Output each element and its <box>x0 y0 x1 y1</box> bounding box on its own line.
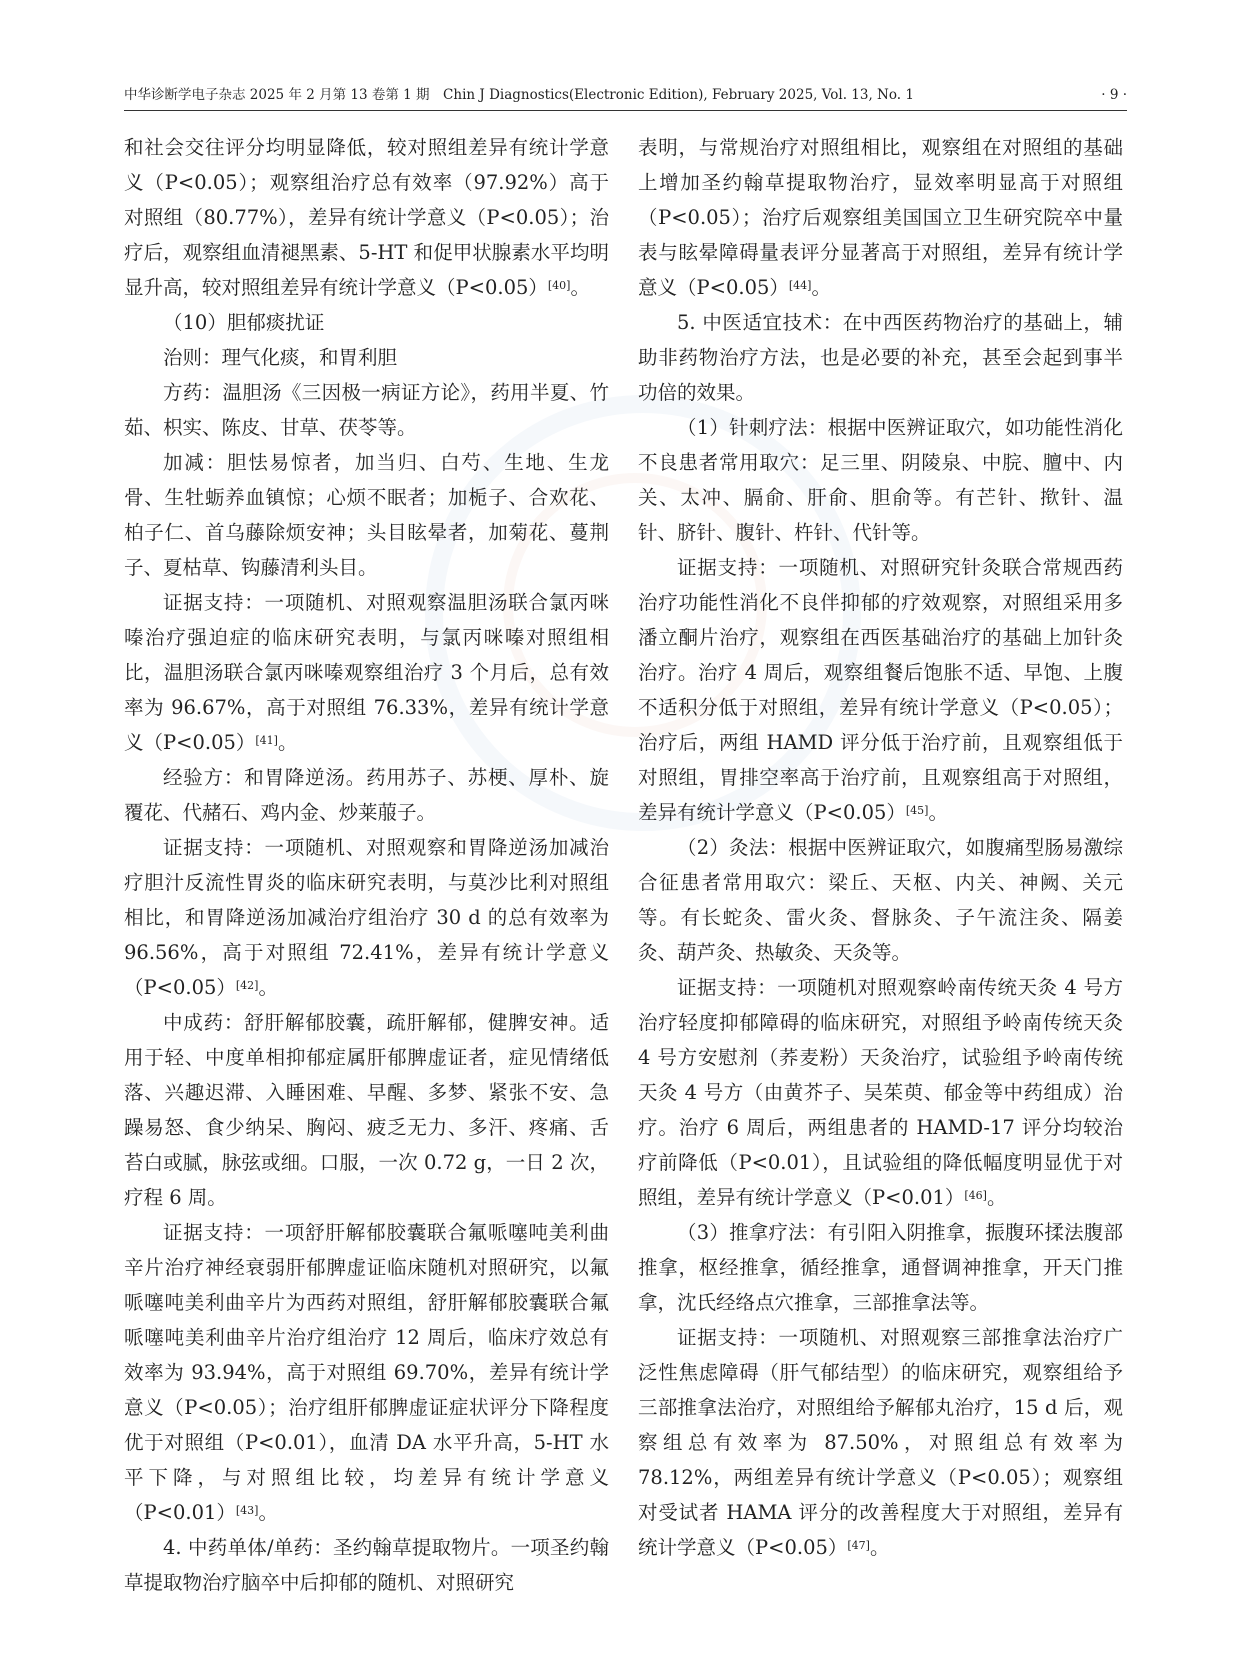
citation[interactable]: [46] <box>964 1189 987 1202</box>
paragraph: 治则：理气化痰，和胃利胆 <box>163 346 398 369</box>
paragraph: 证据支持：一项随机、对照观察三部推拿法治疗广泛性焦虑障碍（肝气郁结型）的临床研究，观察组给予三部推拿法治疗，对照组给予解郁丸治疗，15 d 后，观察组总有效率为 87.50%，对照组总有效率为 78.12%，两组差异有统计学意义（P<0.05）；观察组对受试者 HAMA 评分的改善程度大于对照组，差异有统计学意义（P<0.05）[47]。 <box>638 1326 1123 1559</box>
paragraph: 表明，与常规治疗对照组相比，观察组在对照组的基础上增加圣约翰草提取物治疗，显效率明显高于对照组（P<0.05）；治疗后观察组美国国立卫生研究院卒中量表与眩晕障碍量表评分显著高于对照组，差异有统计学意义（P<0.05）[44]。 <box>638 136 1123 299</box>
paragraph: 加减：胆怯易惊者，加当归、白芍、生地、生龙骨、生牡蛎养血镇惊；心烦不眠者；加栀子、合欢花、柏子仁、首乌藤除烦安神；头目眩晕者，加菊花、蔓荆子、夏枯草、钩藤清利头目。 <box>124 451 609 579</box>
paragraph: 中成药：舒肝解郁胶囊，疏肝解郁，健脾安神。适用于轻、中度单相抑郁症属肝郁脾虚证者，症见情绪低落、兴趣迟滞、入睡困难、早醒、多梦、紧张不安、急躁易怒、食少纳呆、胸闷、疲乏无力、多汗、疼痛、舌苔白或腻，脉弦或细。口服，一次 0.72 g，一日 2 次，疗程 6 周。 <box>124 1011 609 1209</box>
journal-info: 中华诊断学电子杂志 2025 年 2 月第 13 卷第 1 期 Chin J Diagnostics(Electronic Edition), February 2025, Vol. 13, No. 1 <box>124 87 914 103</box>
citation[interactable]: [45] <box>905 804 929 817</box>
paragraph: 和社会交往评分均明显降低，较对照组差异有统计学意义（P<0.05）；观察组治疗总有效率（97.92%）高于对照组（80.77%），差异有统计学意义（P<0.05）；治疗后，观察组血清褪黑素、5-HT 和促甲状腺素水平均明显升高，较对照组差异有统计学意义（P<0.05）[40]。 <box>124 136 609 299</box>
section-heading: （10）胆郁痰扰证 <box>163 311 325 334</box>
paragraph: 证据支持：一项随机、对照研究针灸联合常规西药治疗功能性消化不良伴抑郁的疗效观察，对照组采用多潘立酮片治疗，观察组在西医基础治疗的基础上加针灸治疗。治疗 4 周后，观察组餐后饱胀不适、早饱、上腹不适积分低于对照组，差异有统计学意义（P<0.05）；治疗后，两组 HAMD 评分低于治疗前，且观察组低于对照组，胃排空率高于治疗前，且观察组高于对照组，差异有统计学意义（P<0.05）[45]。 <box>638 556 1123 824</box>
paragraph: 证据支持：一项随机对照观察岭南传统天灸 4 号方治疗轻度抑郁障碍的临床研究，对照组予岭南传统天灸 4 号方安慰剂（荞麦粉）天灸治疗，试验组予岭南传统天灸 4 号方（由黄芥子、吴茱萸、郁金等中药组成）治疗。治疗 6 周后，两组患者的 HAMD-17 评分均较治疗前降低（P<0.01），且试验组的降低幅度明显优于对照组，差异有统计学意义（P<0.01）[46]。 <box>638 976 1123 1209</box>
running-header <box>124 84 1127 111</box>
paragraph: 证据支持：一项随机、对照观察温胆汤联合氯丙咪嗪治疗强迫症的临床研究表明，与氯丙咪嗪对照组相比，温胆汤联合氯丙咪嗪观察组治疗 3 个月后，总有效率为 96.67%，高于对照组 76.33%，差异有统计学意义（P<0.05）[41]。 <box>124 591 609 754</box>
paragraph: 5. 中医适宜技术：在中西医药物治疗的基础上，辅助非药物治疗方法，也是必要的补充，甚至会起到事半功倍的效果。 <box>638 311 1123 404</box>
paragraph: 方药：温胆汤《三因极一病证方论》，药用半夏、竹茹、枳实、陈皮、甘草、茯苓等。 <box>124 381 609 439</box>
paragraph: 证据支持：一项舒肝解郁胶囊联合氟哌噻吨美利曲辛片治疗神经衰弱肝郁脾虚证临床随机对照研究，以氟哌噻吨美利曲辛片为西药对照组，舒肝解郁胶囊联合氟哌噻吨美利曲辛片治疗组治疗 12 周后，临床疗效总有效率为 93.94%，高于对照组 69.70%，差异有统计学意义（P<0.05）；治疗组肝郁脾虚证症状评分下降程度优于对照组（P<0.01），血清 DA 水平升高，5-HT 水平下降，与对照组比较，均差异有统计学意义（P<0.01）[43]。 <box>124 1221 609 1524</box>
citation[interactable]: [43] <box>235 1504 259 1517</box>
paragraph: （2）灸法：根据中医辨证取穴，如腹痛型肠易激综合征患者常用取穴：梁丘、天枢、内关、神阙、关元等。有长蛇灸、雷火灸、督脉灸、子午流注灸、隔姜灸、葫芦灸、热敏灸、天灸等。 <box>638 836 1123 964</box>
right-column <box>638 130 1123 1565</box>
citation[interactable]: [47] <box>847 1539 870 1552</box>
citation[interactable]: [41] <box>255 734 278 747</box>
citation[interactable]: [42] <box>235 979 259 992</box>
paragraph: （1）针刺疗法：根据中医辨证取穴，如功能性消化不良患者常用取穴：足三里、阴陵泉、中脘、膻中、内关、太冲、膈俞、肝俞、胆俞等。有芒针、揿针、温针、脐针、腹针、杵针、代针等。 <box>638 416 1123 544</box>
paragraph: 4. 中药单体/单药：圣约翰草提取物片。一项圣约翰草提取物治疗脑卒中后抑郁的随机、对照研究 <box>124 1536 609 1594</box>
paragraph: 证据支持：一项随机、对照观察和胃降逆汤加减治疗胆汁反流性胃炎的临床研究表明，与莫沙比利对照组相比，和胃降逆汤加减治疗组治疗 30 d 的总有效率为 96.56%，高于对照组 72.41%，差异有统计学意义（P<0.05）[42]。 <box>124 836 609 999</box>
citation[interactable]: [40] <box>547 279 571 292</box>
paragraph: 经验方：和胃降逆汤。药用苏子、苏梗、厚朴、旋覆花、代赭石、鸡内金、炒莱菔子。 <box>124 766 609 824</box>
left-column <box>124 130 609 1600</box>
page-number: · 9 · <box>1101 87 1127 103</box>
citation[interactable]: [44] <box>788 279 812 292</box>
paragraph: （3）推拿疗法：有引阳入阴推拿，振腹环揉法腹部推拿，枢经推拿，循经推拿，通督调神推拿，开天门推拿，沈氏经络点穴推拿，三部推拿法等。 <box>638 1221 1123 1314</box>
